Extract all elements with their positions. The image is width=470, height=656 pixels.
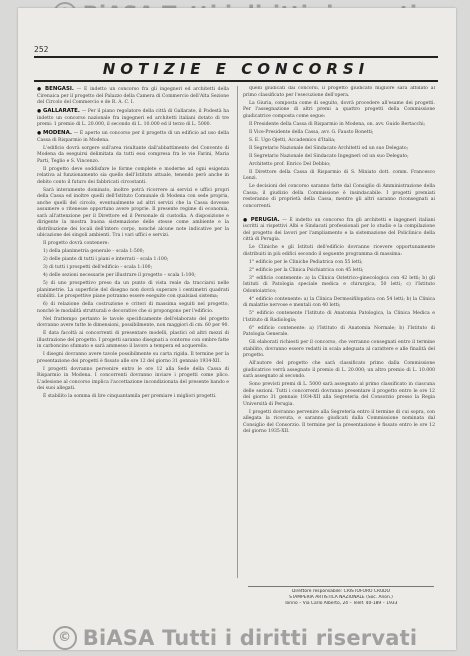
entry-heading: MODENA.: [42, 130, 72, 136]
entry-text: — È aperto un concorso per il progetto di un edificio ad uso della Cassa di Risparmio in Modena.: [37, 131, 229, 143]
paragraph: Gli elaborati richiesti per il concorso, che verranno consegnati entro il termine stabilito, dovranno essere redatti in scala adeguata al carattere e alle finalità del progetto.: [243, 340, 435, 358]
entry-text: — È indetto un concorso fra gli architetti e ingegneri italiani iscritti ai rispettivi Albi e Sindacati professionali per lo studio e la compilazione del progetto dei lavori per l'ampliamento e la sistemazione del Policlinico della città di Perugia.: [243, 217, 435, 242]
list-item: 2) delle piante di tutti i piani e interrati – scala 1:100;: [43, 257, 169, 262]
paragraph: Nel frattempo pertanto le tavole specificamente dell'elaborato del progetto dovranno avere tutte le dimensioni, possibilmente, non maggiori di cm. 60 per 90.: [37, 316, 229, 328]
column-divider: [237, 86, 238, 578]
list-item: 1) della planimetria generale – scala 1:500;: [43, 249, 145, 254]
paragraph: S. E. Ugo Ojetti, Accademico d'Italia;: [249, 137, 336, 143]
paragraph: I disegni dovranno avere tavole possibilmente su carta rigida. Il termine per la presentazione dei progetti è fissato alle ore 12 del giorno 31 gennaio 1934-XII.: [37, 352, 229, 364]
paragraph: I progetti dovranno pervenire entro le ore 12 alla Sede della Cassa di Risparmio in Modena. I concorrenti dovranno inviare i progetti come plico. L'adesione al concorso implica l'accettazione incondizionata del presente bando e dei suoi allegati.: [37, 366, 229, 391]
paragraph: Il Vice-Presidente della Cassa, avv. G. Fausto Bonetti;: [249, 129, 374, 135]
notice-entry: [37, 130, 229, 144]
list-item: 4° edificio contenente: a) la Clinica Dermosifilopatica con 54 letti; b) la Clinica di malattie nervose e mentali con 40 letti;: [243, 296, 435, 308]
colophon-line: Torino – Via Carlo Alberto, 24 – Telef. 40-189 – 1933: [284, 601, 398, 606]
paragraph: L'edificio dovrà sorgere sull'area risultante dall'abbattimento del Convento di Modena da eseguirsi delimitata da tutti essi compresa fra le vie Farini, Maria Parti, Teglio e S. Vincenzo.: [37, 145, 229, 164]
entry-heading: BENGASI.: [45, 86, 74, 92]
list-item: 5) di uno prospettivo preso da un punto di vista reale da tracciarsi nelle planimetrie. La superficie del disegno non dovrà superare i centimetri quadrati stabiliti. Le prospettive piane potranno essere eseguite con qualsiasi sistema;: [37, 281, 229, 299]
header-rule-top: [34, 56, 438, 58]
paragraph: Il Direttore della Cassa di Risparmio di S. Miniato dott. comm. Francesco Lenzi.: [243, 169, 435, 181]
list-item: 3° edificio contenente: a) la Clinica Ostetrico-ginecologica con 42 letti; b) gli Istituti di Patologia speciale medica e chirurgica, 50 letti; c) l'Istituto Odontoiatrico;: [243, 275, 435, 294]
paragraph: Le Cliniche e gli Istituti dell'edificio dovranno ricevere opportunamente distribuiti in più edifici secondo il seguente programma di massima:: [243, 245, 435, 257]
list-item: 3) di tutti i prospetti dell'edificio – scala 1:100;: [43, 265, 153, 270]
left-column: [37, 86, 229, 606]
entry-heading: PERUGIA.: [250, 216, 280, 223]
paragraph: Il Segretario Nazionale del Sindacato Architetti od un suo Delegato;: [249, 145, 409, 151]
right-column: [243, 86, 435, 606]
bullet-icon: ●: [37, 109, 43, 114]
colophon-line: Direttore responsabile: CRISTOFORO CRUDO: [291, 589, 391, 594]
bullet-icon: ●: [37, 87, 46, 92]
notice-entry: [243, 217, 435, 244]
colophon-line: STAMPERIA ARTISTICA NAZIONALE (Soc. Anon.): [289, 595, 393, 600]
paragraph: quelli giudicati dai concorsi, il progetto giudicato migliore sarà affidato al primo classificato per l'esecuzione dell'opera.: [243, 86, 435, 98]
colophon: [248, 586, 434, 607]
paragraph: Architetto prof. Enrico Del Debbio;: [249, 161, 331, 167]
header-rule-bottom: [34, 80, 438, 82]
paragraph: Il progetto deve soddisfare le forme complete e moderne ad ogni esigenza relativa al funzionamento sia quello dell'Istituto attuale, tenendo però anche in debito conto il futuro dei fabbricati circostanti.: [37, 166, 229, 185]
list-item: 5° edificio contenente l'Istituto di Anatomia Patologica, la Clinica Medica e l'Istituto di Radiologia;: [243, 311, 435, 323]
notice-entry: [37, 108, 229, 129]
list-item: 4) delle sezioni necessarie per illustrare il progetto – scala 1:100;: [43, 273, 196, 278]
list-item: 1° edificio per le Cliniche Pediatrica con 55 letti;: [249, 259, 363, 265]
paragraph: All'autore del progetto che sarà classificato primo dalla Commissione giudicatrice verrà assegnato il premio di L. 20.000; un altro premio di L. 10.000 sarà assegnato al secondo.: [243, 361, 435, 379]
watermark-bottom: [0, 626, 470, 650]
entry-text: — Per il piano regolatore della città di Gallarate, il Podestà ha indetto un concorso nazionale fra ingegneri ed architetti italiani dotato di tre premi: 1 premio di L. 20.000, il secondo di L. 10.000 ed il terzo di L. 5000.: [37, 109, 229, 127]
list-item: 6) di relazione della costruzione e criteri di massima seguiti nel progetto, nonché le modalità strutturali e decorative che si propongono per l'edificio.: [37, 302, 229, 314]
paragraph: Le decisioni del concorso saranno fatte dal Consiglio di Amministrazione della Cassa; il giudizio della Commissione è insindacabile. I progetti premiati resteranno di proprietà della Cassa, mentre gli altri saranno riconsegnati ai concorrenti.: [243, 184, 435, 209]
paragraph: Il progetto dovrà contenere:: [43, 241, 109, 246]
paragraph: Sarà interamente dominato, inoltre potrà ricorrere ai servizi e uffici propri della Cassa ed inoltre quelli dell'Istituto Comunale di Modena con sede propria, anche quelli del circolo, eventualmente ad altri servizi che la Cassa dovesse assumere o ritenesse opportuno avere proprie. Il presente regime di economia, sarà all'attenzione per il Direttore ed il Personale di custodia. A disposizione e dirigente la mostra buona sistemazione delle stesse come ambiente e la distribuzione dei locali dell'intero corpo, nonché alcune note indicative per la ubicazione dei singoli ambienti. Tra i vari uffici e servizi.: [37, 187, 229, 238]
watermark-text: BiASA Tutti i diritti riservati: [82, 626, 418, 650]
notice-entry: [37, 86, 229, 107]
bullet-icon: ●: [37, 131, 43, 136]
paragraph: I progetti dovranno pervenire alla Segreteria entro il termine di cui sopra, con allegata la ricevuta, e saranno giudicati dalla Commissione nominata dal Consiglio del Consorzio. Il termine per la presentazione è fissato entro le ore 12 del giorno 1935-XII.: [243, 409, 435, 434]
page-number: 252: [34, 45, 49, 54]
paragraph: Sono previsti premi di L. 5000 sarà assegnato al primo classificato in ciascuna delle sezioni. Tutti i concorrenti dovranno presentare il progetto entro le ore 12 del giorno 31 gennaio 1934-XII alla Segreteria del Consorzio presso la Regia Università di Perugia.: [243, 382, 435, 407]
entry-heading: GALLARATE.: [42, 108, 80, 114]
section-title: NOTIZIE E CONCORSI: [102, 60, 370, 78]
paragraph: Il Segretario Nazionale del Sindacato Ingegneri od un suo Delegato;: [249, 153, 409, 159]
copyright-icon: ©: [53, 626, 77, 650]
paragraph: È stabilito la somma di lire cinquantamila per premiare i migliori progetti.: [43, 394, 217, 399]
entry-text: — È indetto un concorso fra gli ingegneri ed architetti della Cirenaica per il progetto del Palazzo della Camera di Commercio dell'Alta Sezione del Circolo del Commercio e de R. A. C. I.: [37, 87, 229, 105]
list-item: 6° edificio contenente: a) l'Istituto di Anatomia Normale; b) l'Istituto di Patologia Generale.: [243, 325, 435, 337]
paragraph: È data facoltà ai concorrenti di presentare modelli, plastici od altri mezzi di illustrazione del progetto. I progetti saranno disegnati a contorno con ombre fatte in carboncino sfumato e sarà ammesso il lavoro a tempera ed acquerello.: [37, 331, 229, 349]
paragraph: Il Presidente della Cassa di Risparmio in Modena, on. avv. Guido Bertacchi;: [249, 121, 426, 127]
list-item: 2° edificio per la Clinica Psichiatrica con 45 letti;: [249, 267, 364, 273]
paragraph: La Giuria, composta come di seguito, dovrà procedere all'esame dei progetti. Per l'assegnazione di altri premi a quattro progetti della Commissione giudicatrice composta come segue:: [243, 100, 435, 119]
bullet-icon: ●: [243, 217, 251, 223]
